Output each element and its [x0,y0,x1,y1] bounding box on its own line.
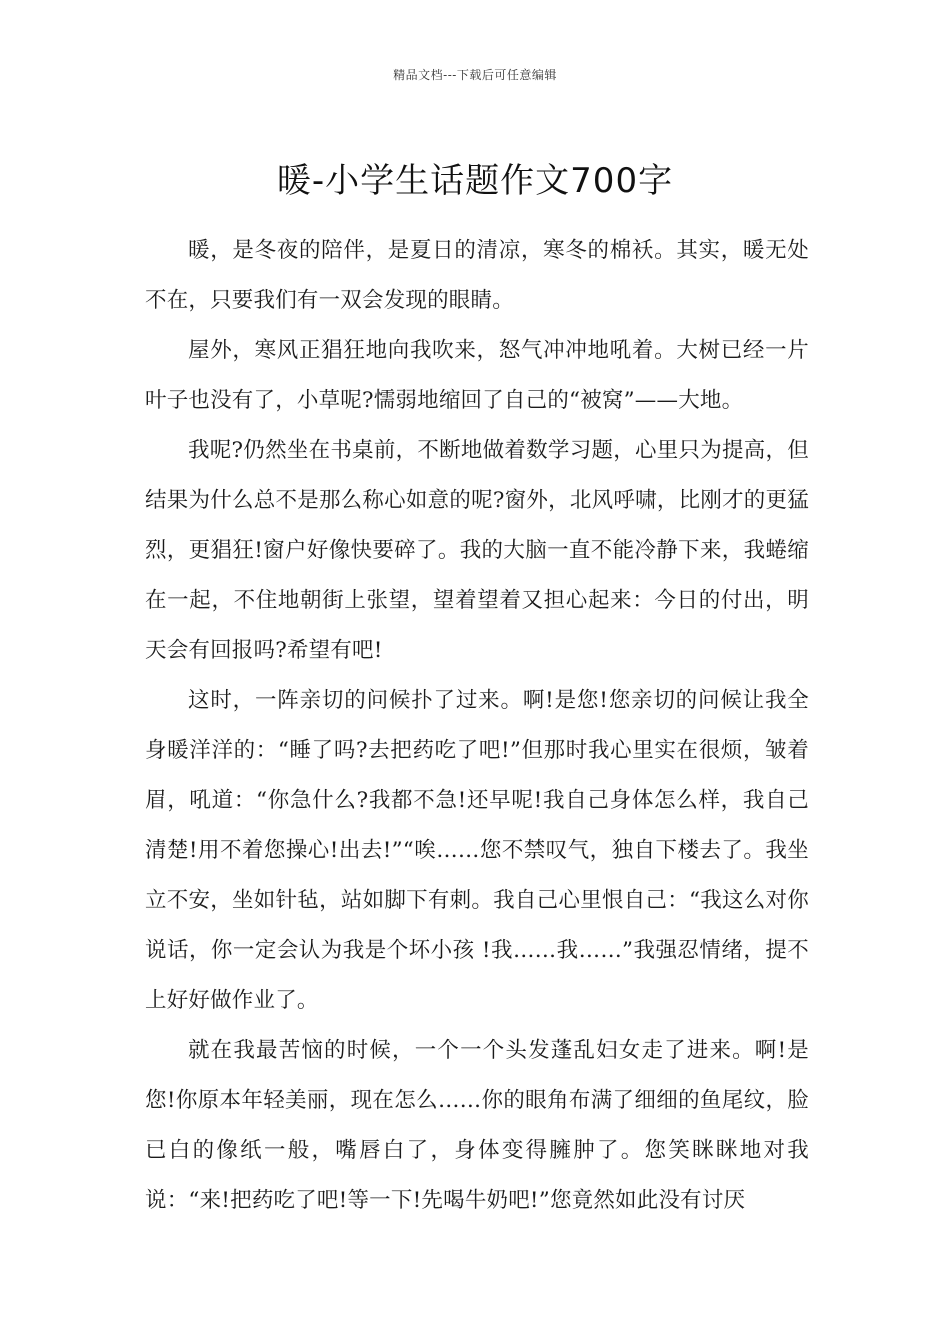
paragraph-4: 这时，一阵亲切的问候扑了过来。啊!是您!您亲切的问候让我全身暖洋洋的：“睡了吗?去把药吃了吧!”但那时我心里实在很烦，皱着眉，吼道：“你急什么?我都不急!还早呢!我自己身体怎么样，我自己清楚!用不着您操心!出去!”“唉……您不禁叹气，独自下楼去了。我坐立不安，坐如针毡，站如脚下有刺。我自己心里恨自己：“我这么对你说话，你一定会认为我是个坏小孩 !我……我……”我强忍情绪，提不上好好做作业了。 [145,688,809,1013]
header-note: 精品文档---下载后可任意编辑 [393,68,557,82]
document-body [145,226,809,1226]
document-title: 暖-小学生话题作文700字 [276,160,674,201]
paragraph-5: 就在我最苦恼的时候，一个一个头发蓬乱妇女走了进来。啊!是您!你原本年轻美丽，现在怎么……你的眼角布满了细细的鱼尾纹，脸已白的像纸一般，嘴唇白了，身体变得臃肿了。您笑眯眯地对我说：“来!把药吃了吧!等一下!先喝牛奶吧!”您竟然如此没有讨厌 [145,1038,809,1213]
paragraph-3: 我呢?仍然坐在书桌前，不断地做着数学习题，心里只为提高，但结果为什么总不是那么称心如意的呢?窗外，北风呼啸，比刚才的更猛烈，更猖狂!窗户好像快要碎了。我的大脑一直不能冷静下来，我蜷缩在一起，不住地朝街上张望，望着望着又担心起来：今日的付出，明天会有回报吗?希望有吧! [145,438,809,663]
paragraph-1: 暖，是冬夜的陪伴，是夏日的清凉，寒冬的棉袄。其实，暖无处不在，只要我们有一双会发现的眼睛。 [145,238,809,313]
paragraph-2: 屋外，寒风正猖狂地向我吹来，怒气冲冲地吼着。大树已经一片叶子也没有了，小草呢?懦弱地缩回了自己的“被窝”——大地。 [145,338,809,413]
